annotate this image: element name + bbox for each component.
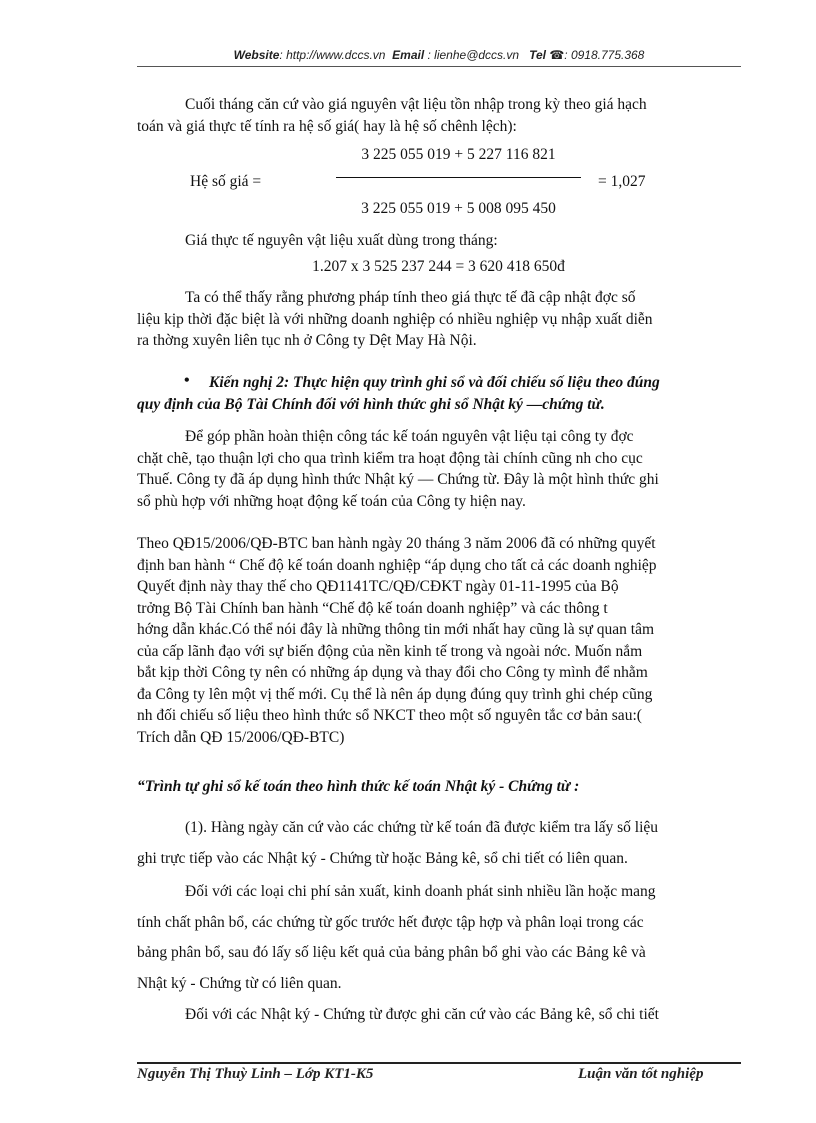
header-divider (137, 66, 741, 67)
formula-result: = 1,027 (598, 173, 646, 190)
text-line: bảng phân bổ, sau đó lấy số liệu kết quả của bảng phân bổ ghi vào các Bảng kê và (137, 944, 646, 961)
text-line: liệu kịp thời đặc biệt là với những doanh nghiệp có nhiều nghiệp vụ nhập xuất diễn (137, 310, 653, 328)
email-value[interactable]: : lienhe@dccs.vn (427, 48, 520, 62)
text-line: Theo QĐ15/2006/QĐ-BTC ban hành ngày 20 tháng 3 năm 2006 đã có những quyết (137, 535, 656, 552)
text-line: Giá thực tế nguyên vật liệu xuất dùng trong tháng: (185, 232, 498, 249)
footer-divider (137, 1062, 741, 1064)
website-label: Website (233, 48, 280, 62)
text-line: bắt kịp thời Công ty nên có những áp dụng và thay đổi cho Công ty mình để nhằm (137, 664, 648, 681)
paragraph-intro (137, 94, 740, 137)
paragraph-improve (137, 426, 740, 512)
text-line: ra thờng xuyên liên tục nh ở Công ty Dệt May Hà Nội. (137, 332, 477, 349)
text-line: Cuối tháng căn cứ vào giá nguyên vật liệu tồn nhập trong kỳ theo giá hạch (185, 96, 647, 113)
phone-icon: ☎ (549, 48, 565, 62)
text-line: chặt chẽ, tạo thuận lợi cho qua trình kiểm tra hoạt động tài chính cũng nh cho cục (137, 449, 643, 467)
text-line: ghi trực tiếp vào các Nhật ký - Chứng từ hoặc Bảng kê, sổ chi tiết có liên quan. (137, 850, 628, 867)
page-header (137, 48, 741, 62)
formula-denominator: 3 225 055 019 + 5 008 095 450 (361, 200, 556, 217)
calculation-line: 1.207 x 3 525 237 244 = 3 620 418 650đ (312, 258, 565, 275)
text-line: Thuế. Công ty đã áp dụng hình thức Nhật ký — Chứng từ. Đây là một hình thức ghi (137, 471, 659, 488)
website-value[interactable]: : http://www.dccs.vn (279, 48, 386, 62)
paragraph-regulation (137, 533, 740, 748)
text-line: trởng Bộ Tài Chính ban hành “Chế độ kế toán doanh nghiệp” và các thông t (137, 599, 608, 617)
text-line: sổ phù hợp với những hoạt động kế toán của Công ty hiện nay. (137, 492, 526, 510)
tel-label: Tel (529, 48, 546, 62)
section-title (137, 776, 740, 798)
text-line: Đối với các loại chi phí sản xuất, kinh doanh phát sinh nhiều lần hoặc mang (185, 883, 656, 900)
email-label: Email (392, 48, 425, 62)
text-line: định ban hành “ Chế độ kế toán doanh nghiệp “áp dụng cho tất cả các doanh nghiệp (137, 556, 657, 574)
text-line: hớng dẫn khác.Có thể nói đây là những thông tin mới nhất hay cũng là sự quan tâm (137, 621, 655, 638)
paragraph-step-1 (137, 812, 740, 874)
text-line: quy định của Bộ Tài Chính đối với hình thức ghi sổ Nhật ký —chứng từ. (137, 395, 605, 413)
paragraph-method (137, 287, 740, 352)
text-line: “Trình tự ghi sổ kế toán theo hình thức kế toán Nhật ký - Chứng từ : (137, 778, 580, 795)
recommendation-heading (137, 372, 740, 415)
text-line: Trích dẫn QĐ 15/2006/QĐ-BTC) (137, 728, 345, 746)
tel-value: : 0918.775.368 (564, 48, 645, 62)
text-line: Quyết định này thay thế cho QĐ1141TC/QĐ/CĐKT ngày 01-11-1995 của Bộ (137, 578, 619, 595)
text-line: toán và giá thực tế tính ra hệ số giá( hay là hệ số chênh lệch): (137, 117, 517, 135)
text-line: của cấp lãnh đạo với sự biến động của nền kinh tế trong và ngoài nớc. Muốn nắm (137, 642, 643, 660)
footer-thesis-label: Luận văn tốt nghiệp (578, 1066, 704, 1082)
text-line: Ta có thể thấy rằng phương pháp tính theo giá thực tế đã cập nhật đợc số (185, 289, 636, 306)
text-line: tính chất phân bổ, các chứng từ gốc trước hết được tập hợp và phân loại trong các (137, 913, 644, 931)
paragraph-costs (137, 877, 740, 999)
formula-numerator: 3 225 055 019 + 5 227 116 821 (361, 146, 556, 163)
text-line: Để góp phần hoàn thiện công tác kế toán nguyên vật liệu tại công ty đợc (185, 428, 634, 445)
text-line: Kiến nghị 2: Thực hiện quy trình ghi sổ và đối chiếu số liệu theo đúng (209, 374, 660, 391)
paragraph-journal (137, 1004, 740, 1026)
fraction-bar (336, 177, 581, 178)
text-line: Đối với các Nhật ký - Chứng từ được ghi căn cứ vào các Bảng kê, sổ chi tiết (185, 1006, 659, 1023)
text-line: nh đối chiếu số liệu theo hình thức sổ NKCT theo một số nguyên tắc cơ bản sau:( (137, 707, 642, 724)
footer-author: Nguyễn Thị Thuỳ Linh – Lớp KT1-K5 (137, 1066, 374, 1082)
text-line: Nhật ký - Chứng từ có liên quan. (137, 974, 342, 992)
formula-label: Hệ số giá = (190, 173, 262, 190)
text-line: đa Công ty lên một vị thế mới. Cụ thể là nên áp dụng đúng quy trình ghi chép cũng (137, 685, 653, 703)
text-line: (1). Hàng ngày căn cứ vào các chứng từ kế toán đã được kiểm tra lấy số liệu (185, 819, 659, 836)
paragraph-cost (137, 230, 740, 252)
bullet-icon: • (184, 372, 190, 389)
